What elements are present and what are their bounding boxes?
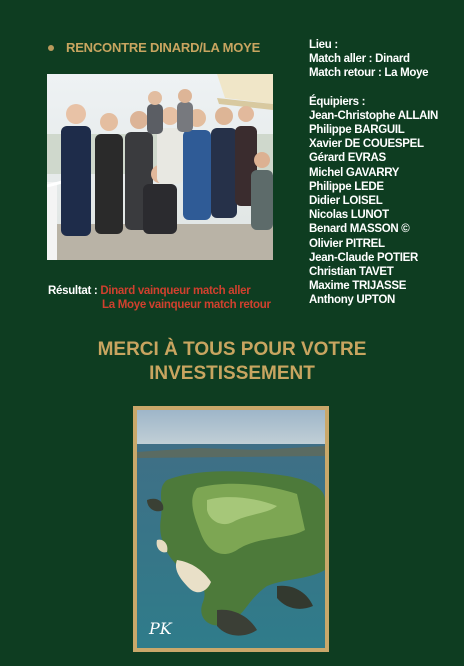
match-aller: Match aller : Dinard [309, 53, 410, 66]
lieu-label: Lieu : [309, 39, 338, 51]
team-photo-illustration [47, 74, 273, 260]
thanks-line-2: INVESTISSEMENT [149, 363, 315, 384]
bullet-icon [48, 45, 54, 51]
result-block [48, 284, 271, 312]
team-photo [47, 74, 273, 260]
event-title: RENCONTRE DINARD/LA MOYE [66, 40, 261, 55]
equipier: Michel GAVARRY [309, 166, 400, 179]
equipier: Nicolas LUNOT [309, 209, 389, 222]
equipier: Anthony UPTON [309, 294, 395, 307]
equipier: Didier LOISEL [309, 195, 383, 208]
result-line-2: La Moye vainqueur match retour [102, 299, 271, 311]
aerial-golf-photo [137, 410, 325, 648]
equipier: Maxime TRIJASSE [309, 280, 407, 293]
match-info [309, 38, 438, 308]
equipiers-list [309, 109, 438, 308]
result-line-1: Dinard vainqueur match aller [100, 285, 251, 297]
equipier: Benard MASSON © [309, 223, 410, 236]
event-heading-row [48, 40, 260, 55]
equipier: Olivier PITREL [309, 237, 385, 250]
photographer-signature: PK [149, 619, 172, 638]
aerial-golf-illustration [137, 410, 325, 648]
aerial-photo-frame [133, 406, 329, 652]
equipiers-label: Équipiers : [309, 95, 366, 108]
equipier: Xavier DE COUESPEL [309, 138, 424, 151]
thanks-message [0, 338, 464, 386]
equipier: Jean-Claude POTIER [309, 251, 418, 264]
match-retour: Match retour : La Moye [309, 67, 429, 80]
equipier: Philippe LEDE [309, 180, 384, 193]
result-label: Résultat : [48, 285, 98, 297]
equipier: Jean-Christophe ALLAIN [309, 109, 439, 122]
equipier: Philippe BARGUIL [309, 124, 405, 137]
equipier: Gérard EVRAS [309, 152, 386, 165]
equipier: Christian TAVET [309, 266, 394, 279]
thanks-line-1: MERCI À TOUS POUR VOTRE [97, 339, 367, 360]
